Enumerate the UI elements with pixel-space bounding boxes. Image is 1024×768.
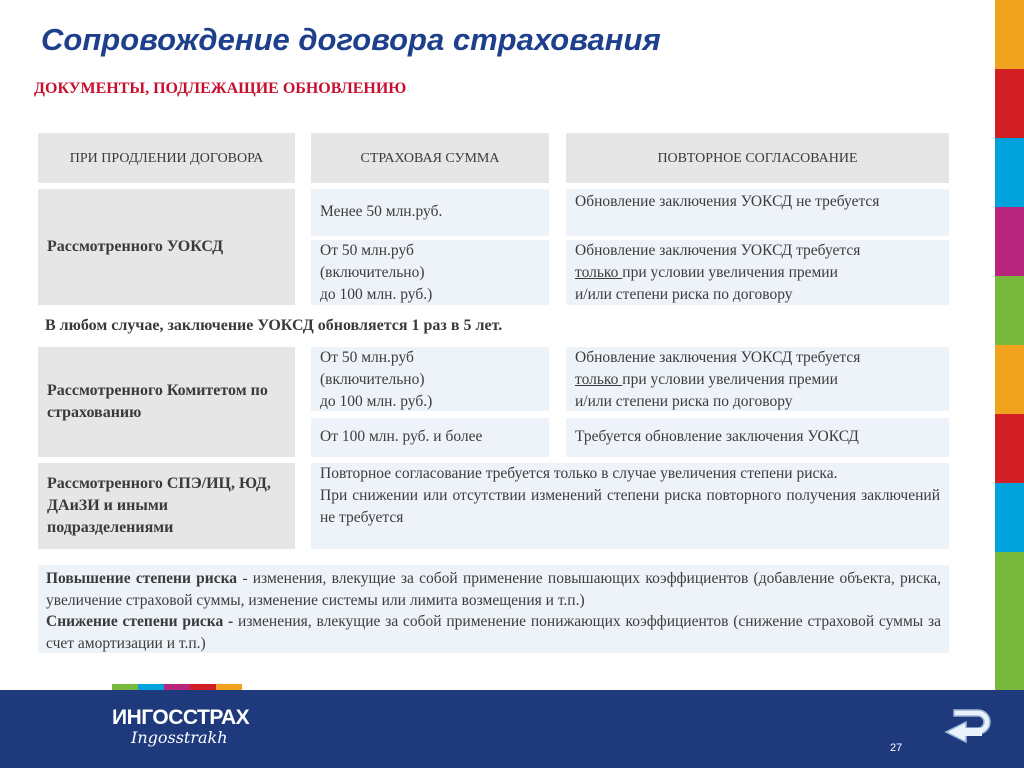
stripe-blue-2 — [995, 483, 1024, 552]
sum-line: (включительно) — [320, 371, 425, 388]
stripe-magenta — [995, 207, 1024, 276]
approval-line: Обновление заключения УОКСД требуется — [575, 242, 861, 259]
section3-approval — [311, 463, 949, 549]
section1-row2-sum — [311, 240, 549, 305]
stripe-green-3 — [995, 621, 1024, 690]
risk-increase-text: - изменения, влекущие за собой применение повышающих коэффициентов (добавление объекта, риска, увеличение страховой суммы, изменение системы или лимита возмещения и т.п.) — [46, 570, 941, 609]
page-subtitle: ДОКУМЕНТЫ, ПОДЛЕЖАЩИЕ ОБНОВЛЕНИЮ — [34, 80, 407, 97]
sum-line: (включительно) — [320, 264, 425, 281]
section2-row2-approval: Требуется обновление заключения УОКСД — [566, 418, 949, 457]
risk-increase-term: Повышение степени риска — [46, 570, 238, 587]
return-arrow-svg — [942, 702, 994, 754]
stripe-orange-2 — [995, 345, 1024, 414]
sum-line: до 100 млн. руб.) — [320, 286, 433, 303]
underlined-only: только — [575, 264, 623, 281]
company-logo-subtitle: Ingosstrakh — [131, 728, 228, 747]
approval-rest: при условии увеличения премии — [622, 264, 838, 281]
header-sum: СТРАХОВАЯ СУММА — [311, 133, 549, 183]
header-renewal: ПРИ ПРОДЛЕНИИ ДОГОВОРА — [38, 133, 295, 183]
risk-increase-definition — [46, 568, 941, 611]
stripe-green-2 — [995, 552, 1024, 621]
stripe-green — [995, 276, 1024, 345]
company-logo: ИНГОССТРАХ — [112, 706, 250, 729]
page-title: Сопровождение договора страхования — [41, 22, 661, 57]
approval-line — [575, 369, 940, 391]
section1-label: Рассмотренного УОКСД — [38, 189, 295, 305]
stripe-red-2 — [995, 414, 1024, 483]
section3-label: Рассмотренного СПЭ/ИЦ, ЮД, ДАиЗИ и иными подразделениями — [38, 463, 295, 549]
return-arrow-icon[interactable] — [942, 702, 994, 754]
sum-line: до 100 млн. руб.) — [320, 393, 433, 410]
risk-decrease-text: изменения, влекущие за собой применение понижающих коэффициентов (снижение страховой суммы за счет амортизации и т.п.) — [46, 613, 941, 652]
approval-text-1: Повторное согласование требуется только в случае увеличения степени риска. — [320, 465, 838, 482]
section2-row2-sum: От 100 млн. руб. и более — [311, 418, 549, 457]
section1-row1-sum: Менее 50 млн.руб. — [311, 189, 549, 236]
risk-decrease-term: Снижение степени риска - — [46, 613, 234, 630]
approval-text-2: При снижении или отсутствии изменений степени риска повторного получения заключений не требуется — [320, 487, 940, 526]
section1-row1-approval: Обновление заключения УОКСД не требуется — [566, 189, 949, 236]
risk-definitions-note — [38, 565, 949, 653]
page-number: 27 — [890, 742, 903, 754]
section2-label: Рассмотренного Комитетом по страхованию — [38, 347, 295, 457]
sum-line: От 50 млн.руб — [320, 349, 414, 366]
sum-line: От 50 млн.руб — [320, 242, 414, 259]
approval-line: Обновление заключения УОКСД требуется — [575, 349, 861, 366]
approval-rest: при условии увеличения премии — [622, 371, 838, 388]
section2-row1-approval — [566, 347, 949, 411]
stripe-orange — [995, 0, 1024, 69]
section2-row1-sum — [311, 347, 549, 411]
header-approval: ПОВТОРНОЕ СОГЛАСОВАНИЕ — [566, 133, 949, 183]
underlined-only: только — [575, 371, 623, 388]
approval-line — [575, 262, 940, 284]
side-color-stripes — [995, 0, 1024, 690]
renewal-every-5-years-note: В любом случае, заключение УОКСД обновляется 1 раз в 5 лет. — [45, 317, 503, 334]
approval-line: и/или степени риска по договору — [575, 286, 793, 303]
stripe-blue — [995, 138, 1024, 207]
risk-decrease-definition — [46, 611, 941, 654]
stripe-red — [995, 69, 1024, 138]
approval-line: и/или степени риска по договору — [575, 393, 793, 410]
section1-row2-approval — [566, 240, 949, 305]
